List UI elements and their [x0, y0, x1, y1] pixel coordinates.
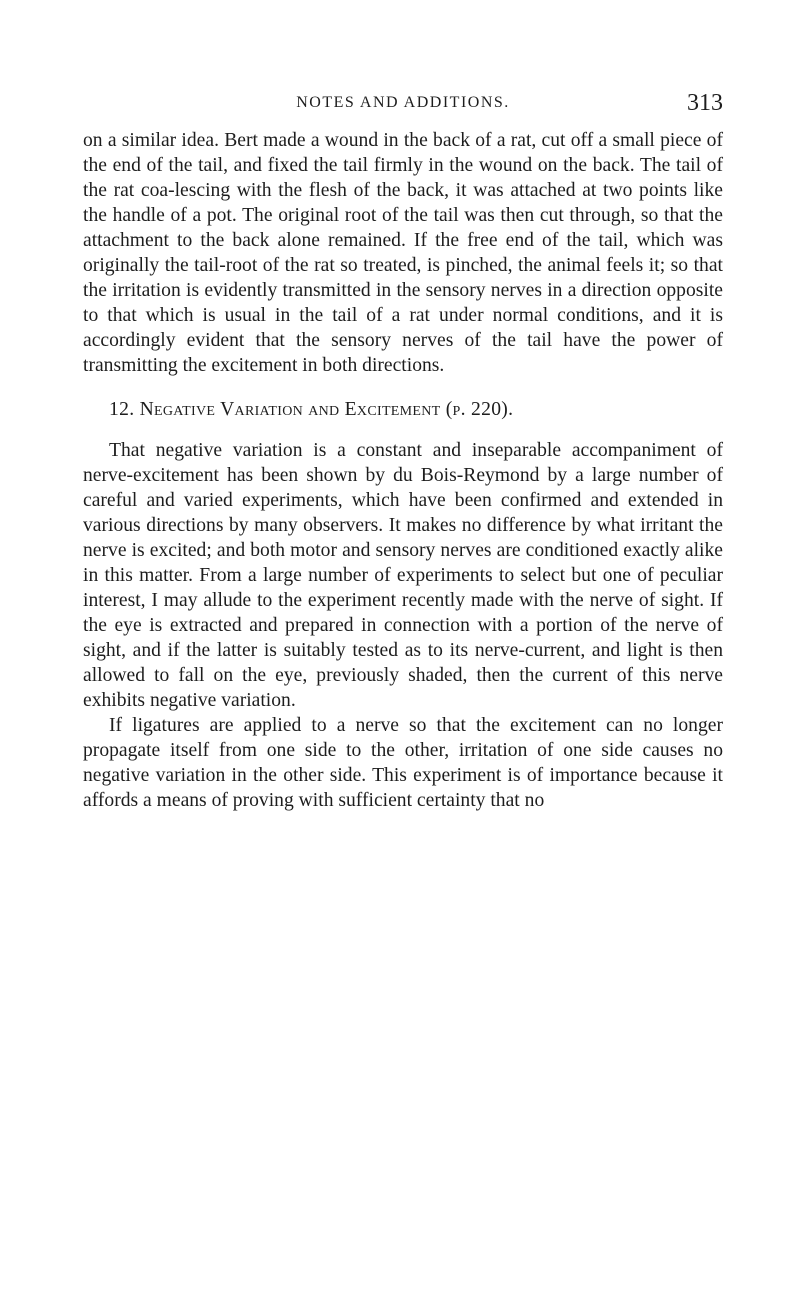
running-header	[83, 90, 723, 124]
page-number: 313	[687, 90, 723, 116]
paragraph-ligatures: If ligatures are applied to a nerve so that the excitement can no longer propagate itself from one side to the other, irritation of one side causes no negative variation in the other side. This experiment is of importance because it affords a means of proving with sufficient certainty that no	[83, 715, 723, 811]
paragraph-negative-variation: That negative variation is a constant and inseparable accompaniment of nerve-excitement has been shown by du Bois-Reymond by a large number of careful and varied experiments, which have been confirmed and extended in various directions by many observers. It makes no difference by what irritant the nerve is excited; and both motor and sensory nerves are conditioned exactly alike in this matter. From a large number of experiments to select but one of peculiar interest, I may allude to the experiment recently made with the nerve of sight. If the eye is extracted and prepared in connection with a portion of the nerve of sight, and if the latter is suitably tested as to its nerve-current, and light is then allowed to fall on the eye, previously shaded, then the current of this nerve exhibits negative variation.	[83, 440, 723, 711]
section-heading: 12. Negative Variation and Excitement (p. 220).	[109, 399, 514, 420]
running-title: NOTES AND ADDITIONS.	[296, 94, 510, 111]
paragraph-continuation: on a similar idea. Bert made a wound in the back of a rat, cut off a small piece of the end of the tail, and fixed the tail firmly in the wound on the back. The tail of the rat coa-lescing with the flesh of the back, it was attached at two points like the handle of a pot. The original root of the tail was then cut through, so that the attachment to the back alone remained. If the free end of the tail, which was originally the tail-root of the rat so treated, is pinched, the animal feels it; so that the irritation is evidently transmitted in the sensory nerves in a direction opposite to that which is usual in the tail of a rat under normal conditions, and it is accordingly evident that the sensory nerves of the tail have the power of transmitting the excitement in both directions.	[83, 130, 723, 376]
book-page	[83, 90, 723, 813]
